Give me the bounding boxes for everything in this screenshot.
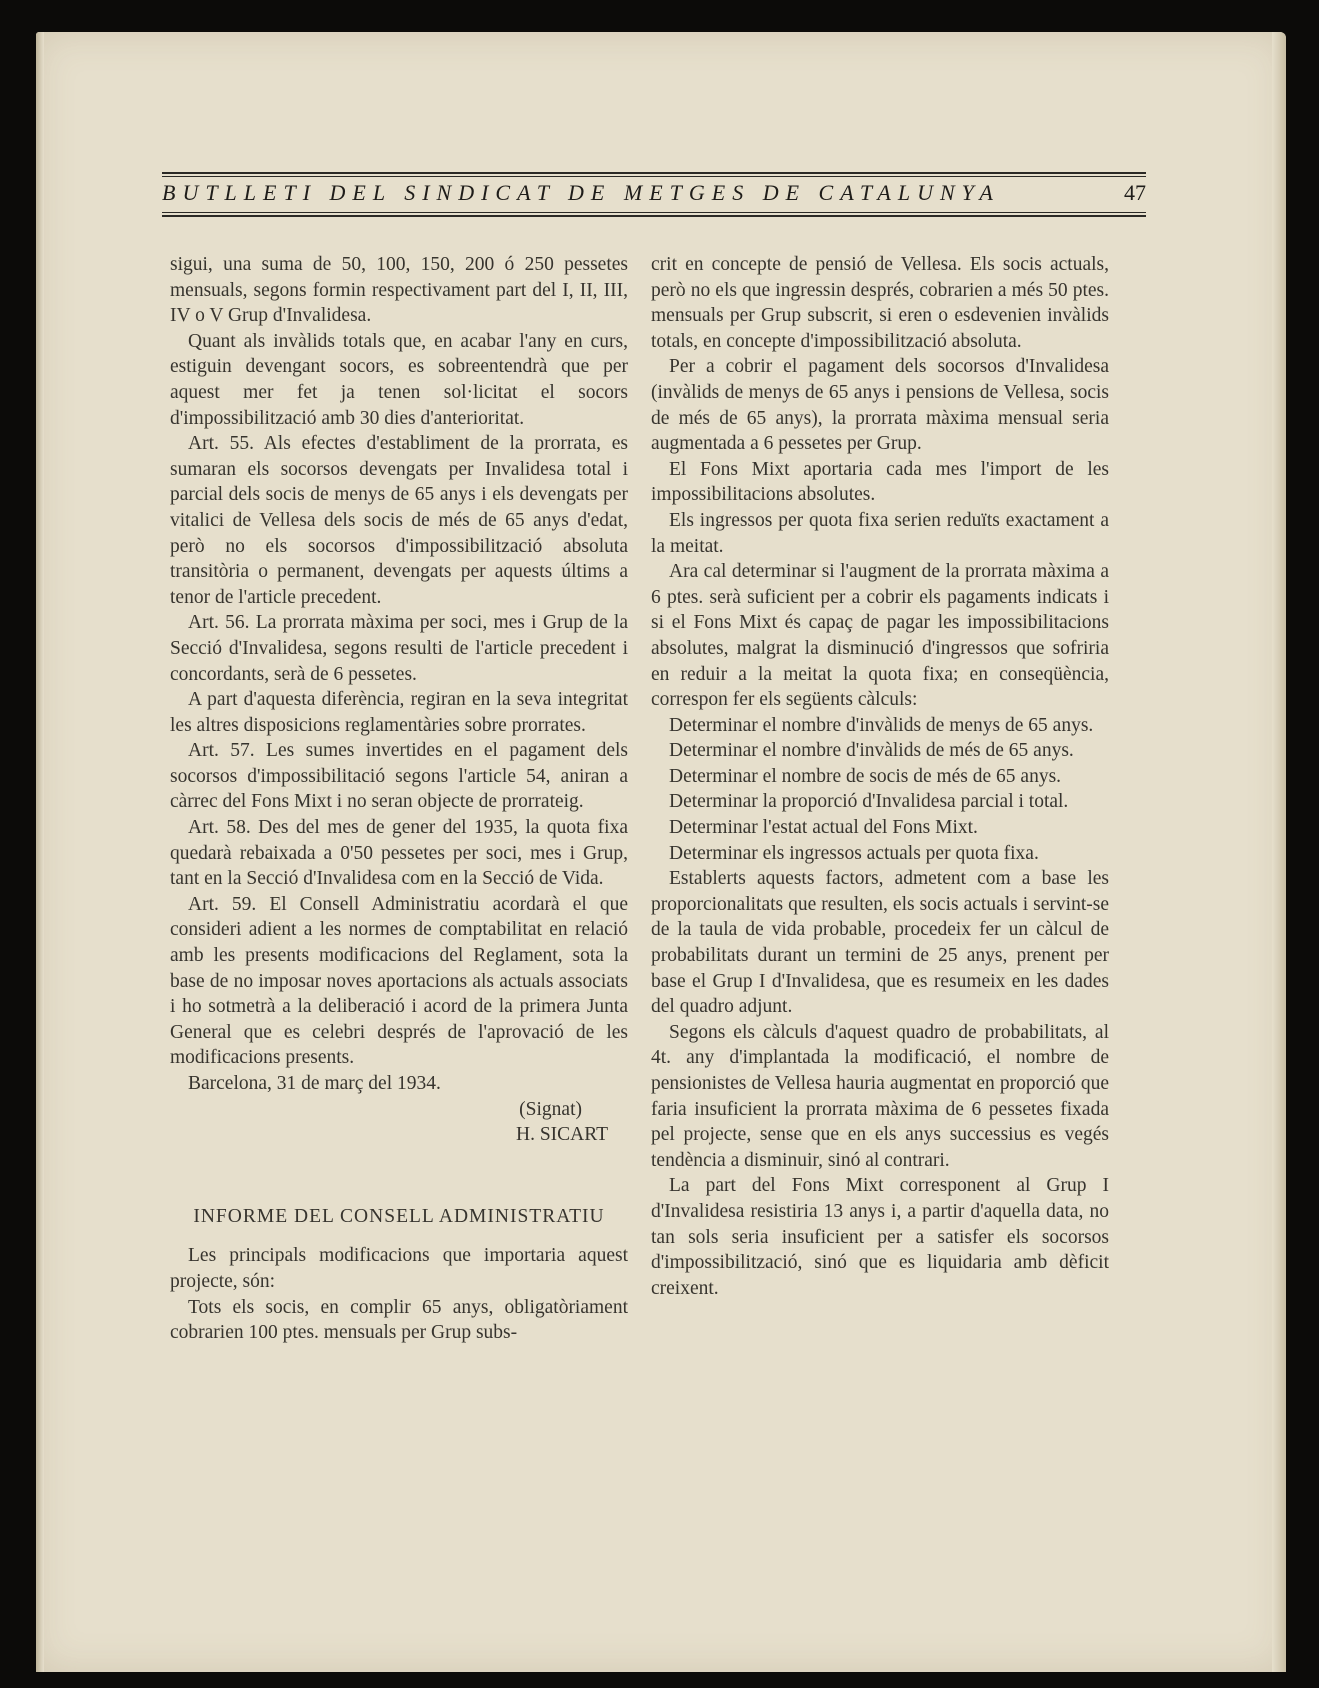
date-line: Barcelona, 31 de març del 1934. (188, 1073, 441, 1094)
left-column (170, 252, 628, 1346)
article-58: Art. 58. Des del mes de gener del 1935, la quota fixa quedarà rebaixada a 0'50 pessetes per soci, mes i Grup, tant en la Secció d'Invalidesa com en la Secció de Vida. (170, 817, 628, 890)
page-left-edge (36, 32, 44, 1672)
paragraph: Tots els socis, en complir 65 anys, obligatòriament cobrarien 100 ptes. mensuals per Grup subs- (170, 1296, 628, 1344)
paragraph: Segons els càlculs d'aquest quadro de probabilitats, al 4t. any d'implantada la modificació, el nombre de pensionistes de Vellesa hauria augmentat en proporció que faria insuficient la prorrata màxima de 6 pessetes fixada pel projecte, sense que en els anys successius es vegés tendència a disminuir, sinó al contrari. (651, 1021, 1109, 1171)
paragraph: La part del Fons Mixt corresponent al Grup I d'Invalidesa resistiria 13 anys i, a partir d'aquella data, no tan sols seria insuficient per a satisfer els socorsos d'impossibilització, sinó que es liquidaria amb dèficit creixent. (651, 1175, 1109, 1299)
list-item: Determinar el nombre d'invàlids de menys de 65 anys. (669, 714, 1094, 736)
paragraph: crit en concepte de pensió de Vellesa. Els socis actuals, però no els que ingressin després, cobrarien a més 50 ptes. mensuals per Grup subscrit, si eren o esdevenien invàlids totals, en concepte d'impossibilització absoluta. (651, 254, 1109, 352)
paragraph: sigui, una suma de 50, 100, 150, 200 ó 250 pessetes mensuals, segons formin respectivament part del I, II, III, IV o V Grup d'Invalidesa. (170, 254, 628, 327)
running-header (162, 134, 1146, 222)
paragraph: Els ingressos per quota fixa serien reduïts exactament a la meitat. (651, 509, 1109, 557)
article-55: Art. 55. Als efectes d'establiment de la prorrata, es sumaran els socorsos devengats per Invalidesa total i parcial dels socis de menys de 65 anys i els devengats per vitalici de Vellesa dels socis de més de 65 anys d'edat, però no els socorsos d'impossibilització absoluta transitòria o permanent, devengats per aquests últims a tenor de l'article precedent. (170, 433, 628, 608)
paragraph: Quant als invàlids totals que, en acabar l'any en curs, estiguin devengant socors, es sobreentendrà que per aquest mer fet ja tenen sol·licitat el socors d'impossibilització amb 30 dies d'anterioritat. (170, 330, 628, 429)
paragraph: El Fons Mixt aportaria cada mes l'import de les impossibilitacions absolutes. (651, 458, 1109, 506)
header-rule-bottom-thin (162, 212, 1146, 213)
article-56: Art. 56. La prorrata màxima per soci, mes i Grup de la Secció d'Invalidesa, segons resulti de l'article precedent i concordants, serà de 6 pessetes. (170, 612, 628, 685)
article-59: Art. 59. El Consell Administratiu acordarà el que consideri adient a les normes de comptabilitat en relació amb les presents modificacions del Reglament, sota la base de no imposar noves aportacions als actuals associats i ho sotmetrà a la deliberació i acord de la primera Junta General que es celebri després de l'aprovació de les modificacions presents. (170, 893, 628, 1069)
page-number: 47 (1124, 180, 1146, 205)
list-item: Determinar l'estat actual del Fons Mixt. (669, 817, 978, 839)
signature-name: H. SICART (515, 1124, 608, 1146)
paragraph: A part d'aquesta diferència, regiran en la seva integritat les altres disposicions reglamentàries sobre prorrates. (170, 689, 628, 736)
paragraph: Les principals modificacions que importaria aquest projecte, són: (170, 1245, 628, 1292)
paragraph: Establerts aquests factors, admetent com a base les proporcionalitats que resulten, els socis actuals i servint-se de la taula de vida probable, procedeix fer un càlcul de probabilitats durant un termini de 25 anys, prenent per base el Grup I d'Invalidesa, que es resumeix en les dades del quadro adjunt. (651, 868, 1109, 1018)
list-item: Determinar el nombre de socis de més de 65 anys. (669, 765, 1062, 787)
header-rule-top (162, 172, 1146, 174)
article-57: Art. 57. Les sumes invertides en el pagament dels socorsos d'impossibilitació segons l'article 54, aniran a càrrec del Fons Mixt i no seran objecte de prorrateig. (170, 740, 628, 813)
list-item: Determinar la proporció d'Invalidesa parcial i total. (669, 791, 1069, 813)
header-rule-top-thin (162, 176, 1146, 177)
right-column (651, 252, 1109, 1301)
signed-label: (Signat) (519, 1098, 582, 1120)
journal-title: BUTLLETI DEL SINDICAT DE METGES DE CATALUNYA (162, 180, 1000, 205)
document-page (36, 32, 1286, 1672)
page-right-edge (1272, 32, 1286, 1672)
list-item: Determinar el nombre d'invàlids de més de 65 anys. (669, 740, 1074, 762)
header-rule-bottom (162, 215, 1146, 217)
section-title: INFORME DEL CONSELL ADMINISTRATIU (193, 1205, 605, 1227)
list-item: Determinar els ingressos actuals per quota fixa. (669, 842, 1039, 864)
paragraph: Ara cal determinar si l'augment de la prorrata màxima a 6 ptes. serà suficient per a cobrir els pagaments indicats i si el Fons Mixt és capaç de pagar les impossibilitacions absolutes, malgrat la disminució d'ingressos que sofriria en reduir a la meitat la quota fixa; en conseqüència, correspon fer els següents càlculs: (651, 561, 1109, 711)
paragraph: Per a cobrir el pagament dels socorsos d'Invalidesa (invàlids de menys de 65 anys i pensions de Vellesa, socis de més de 65 anys), la prorrata màxima mensual seria augmentada a 6 pessetes per Grup. (651, 356, 1109, 455)
